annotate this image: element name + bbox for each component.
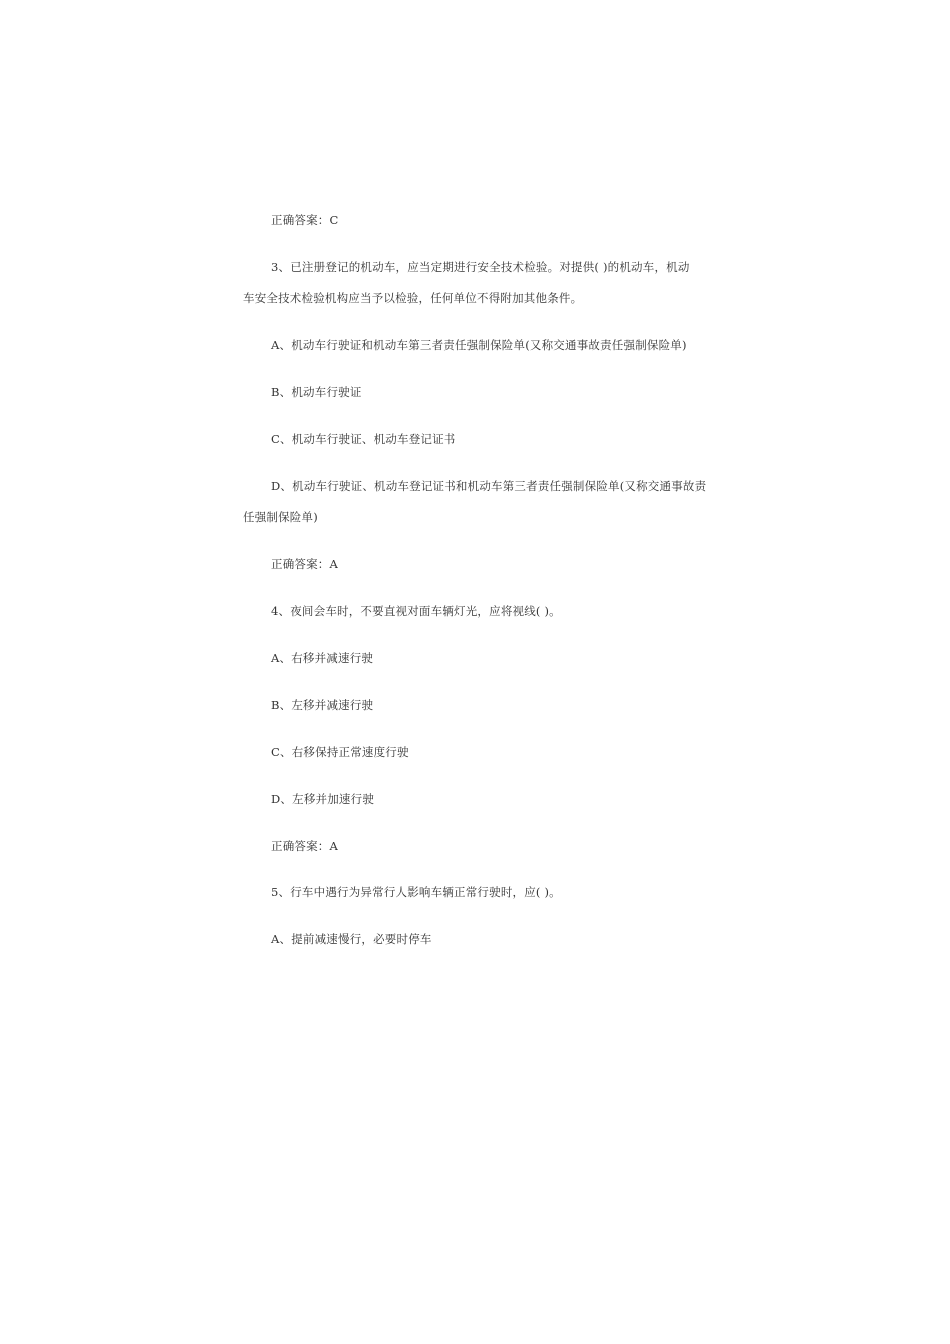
question-4-option-b: B、左移并减速行驶	[271, 698, 374, 712]
answer-q3: 正确答案：A	[271, 557, 339, 571]
question-3-line2: 车安全技术检验机构应当予以检验，任何单位不得附加其他条件。	[243, 291, 583, 305]
answer-q2: 正确答案：C	[271, 213, 339, 227]
question-3-option-c: C、机动车行驶证、机动车登记证书	[271, 432, 456, 446]
question-4-option-d: D、左移并加速行驶	[271, 792, 375, 806]
question-5: 5、行车中遇行为异常行人影响车辆正常行驶时，应( )。	[271, 885, 561, 899]
question-3-option-d-line2: 任强制保险单)	[243, 510, 318, 524]
question-3-line1: 3、已注册登记的机动车，应当定期进行安全技术检验。对提供( )的机动车，机动	[271, 260, 690, 274]
question-3-option-a: A、机动车行驶证和机动车第三者责任强制保险单(又称交通事故责任强制保险单)	[271, 338, 687, 352]
question-4-option-c: C、右移保持正常速度行驶	[271, 745, 409, 759]
answer-q4: 正确答案：A	[271, 839, 339, 853]
question-3-option-b: B、机动车行驶证	[271, 385, 362, 399]
question-3-option-d-line1: D、机动车行驶证、机动车登记证书和机动车第三者责任强制保险单(又称交通事故责	[271, 479, 707, 493]
question-4-option-a: A、右移并减速行驶	[271, 651, 374, 665]
question-4: 4、夜间会车时，不要直视对面车辆灯光，应将视线( )。	[271, 604, 561, 618]
question-5-option-a: A、提前减速慢行，必要时停车	[271, 932, 432, 946]
